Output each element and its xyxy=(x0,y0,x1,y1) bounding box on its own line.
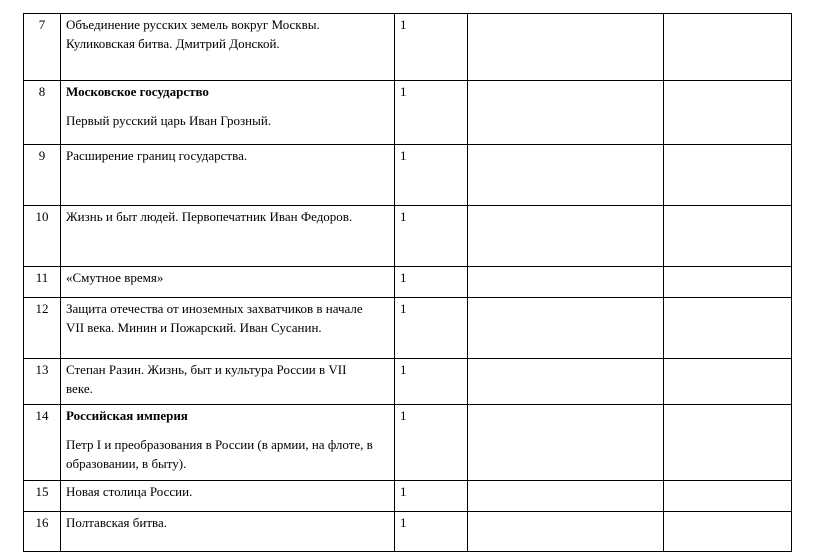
lesson-number: 14 xyxy=(24,405,61,481)
lesson-number: 7 xyxy=(24,14,61,81)
empty-cell xyxy=(664,481,792,512)
empty-cell xyxy=(664,298,792,359)
empty-cell xyxy=(664,145,792,206)
topic-line: Полтавская битва. xyxy=(66,515,168,530)
section-title: Московское государство xyxy=(66,84,209,99)
table-row xyxy=(24,206,792,267)
lesson-topic xyxy=(61,481,395,512)
lesson-number: 9 xyxy=(24,145,61,206)
lesson-topic xyxy=(61,512,395,552)
topic-line: Новая столица России. xyxy=(66,484,193,499)
empty-cell xyxy=(664,359,792,405)
topic-line: VII века. Минин и Пожарский. Иван Сусанин. xyxy=(66,320,322,335)
topic-line: Жизнь и быт людей. Первопечатник Иван Федоров. xyxy=(66,209,353,224)
lesson-topic xyxy=(61,405,395,481)
table-row xyxy=(24,14,792,81)
lesson-number: 8 xyxy=(24,81,61,145)
topic-line: Куликовская битва. Дмитрий Донской. xyxy=(66,36,280,51)
table-row xyxy=(24,267,792,298)
empty-cell xyxy=(664,512,792,552)
lesson-topic xyxy=(61,81,395,145)
table-row xyxy=(24,145,792,206)
lesson-number: 10 xyxy=(24,206,61,267)
topic-line: Первый русский царь Иван Грозный. xyxy=(66,113,272,128)
lesson-number: 11 xyxy=(24,267,61,298)
lesson-hours: 1 xyxy=(395,405,468,481)
table-row xyxy=(24,298,792,359)
table-row xyxy=(24,481,792,512)
lesson-number: 12 xyxy=(24,298,61,359)
empty-cell xyxy=(664,267,792,298)
lesson-topic xyxy=(61,145,395,206)
empty-cell xyxy=(468,267,664,298)
table-row xyxy=(24,512,792,552)
topic-line: Степан Разин. Жизнь, быт и культура России в VII xyxy=(66,362,347,377)
lesson-number: 13 xyxy=(24,359,61,405)
lesson-hours: 1 xyxy=(395,267,468,298)
empty-cell xyxy=(468,81,664,145)
empty-cell xyxy=(664,14,792,81)
topic-line: Защита отечества от иноземных захватчиков в начале xyxy=(66,301,363,316)
lesson-hours: 1 xyxy=(395,81,468,145)
lesson-topic xyxy=(61,359,395,405)
empty-cell xyxy=(468,512,664,552)
lesson-hours: 1 xyxy=(395,145,468,206)
section-title: Российская империя xyxy=(66,408,188,423)
topic-line: «Смутное время» xyxy=(66,270,164,285)
empty-cell xyxy=(468,481,664,512)
lesson-hours: 1 xyxy=(395,206,468,267)
table-row xyxy=(24,405,792,481)
topic-line: Петр I и преобразования в России (в армии, на флоте, в xyxy=(66,437,373,452)
empty-cell xyxy=(468,14,664,81)
empty-cell xyxy=(468,145,664,206)
topic-line: Расширение границ государства. xyxy=(66,148,248,163)
lesson-hours: 1 xyxy=(395,298,468,359)
empty-cell xyxy=(468,298,664,359)
lesson-topic xyxy=(61,206,395,267)
table-row xyxy=(24,81,792,145)
lesson-topic xyxy=(61,267,395,298)
lesson-plan-table xyxy=(23,13,792,552)
lesson-topic xyxy=(61,14,395,81)
lesson-hours: 1 xyxy=(395,14,468,81)
table-row xyxy=(24,359,792,405)
empty-cell xyxy=(468,359,664,405)
empty-cell xyxy=(664,206,792,267)
lesson-hours: 1 xyxy=(395,512,468,552)
empty-cell xyxy=(468,206,664,267)
lesson-number: 15 xyxy=(24,481,61,512)
topic-line: Объединение русских земель вокруг Москвы. xyxy=(66,17,320,32)
lesson-number: 16 xyxy=(24,512,61,552)
lesson-hours: 1 xyxy=(395,481,468,512)
empty-cell xyxy=(468,405,664,481)
lesson-topic xyxy=(61,298,395,359)
empty-cell xyxy=(664,405,792,481)
lesson-hours: 1 xyxy=(395,359,468,405)
empty-cell xyxy=(664,81,792,145)
topic-line: образовании, в быту). xyxy=(66,456,187,471)
topic-line: веке. xyxy=(66,381,93,396)
